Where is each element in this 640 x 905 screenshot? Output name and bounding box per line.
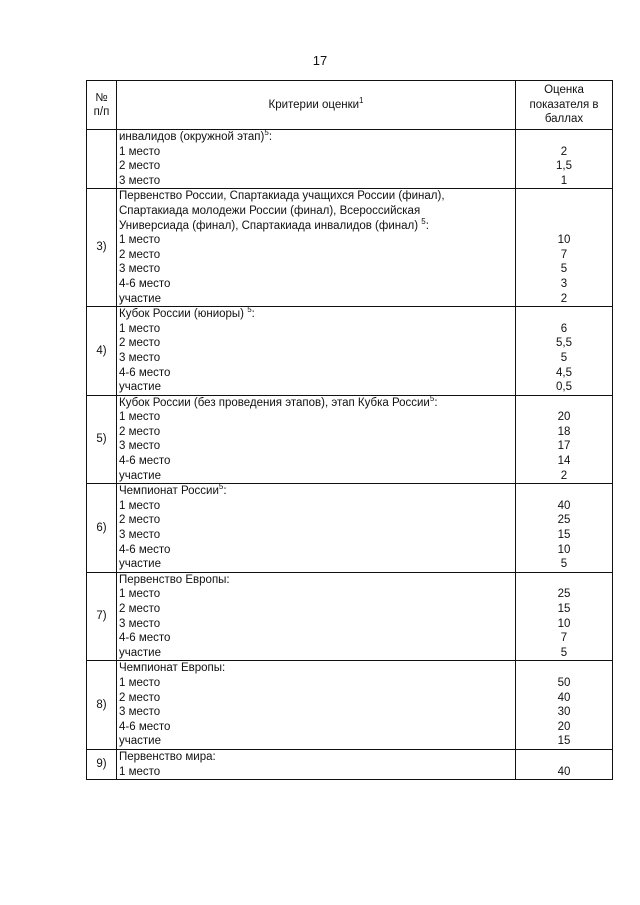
criteria-title-text: Первенство России, Спартакиада учащихся России (финал),: [119, 190, 445, 203]
criteria-cell: [117, 484, 516, 573]
place-label: 2 место: [119, 248, 161, 261]
points-list: [516, 484, 612, 572]
table-row: [87, 189, 613, 307]
points-value: 25: [557, 514, 571, 527]
table-row: [87, 130, 613, 189]
points-value: 5: [560, 263, 568, 276]
place-label: участие: [119, 558, 161, 571]
header-score-cell: [516, 81, 613, 130]
points-value: 15: [557, 735, 571, 748]
points-value: 1: [560, 174, 568, 187]
place-label: 4-6 место: [119, 277, 171, 290]
points-value: 40: [557, 765, 571, 778]
footnote-marker: 5: [264, 128, 269, 138]
points-value: 2: [560, 145, 568, 158]
criteria-title-text: Первенство Европы:: [119, 573, 230, 586]
points-cell: [516, 749, 613, 779]
points-value: 5,5: [556, 337, 572, 350]
points-value: 7: [560, 248, 568, 261]
points-value: 0,5: [556, 381, 572, 394]
place-label: 1 место: [119, 588, 161, 601]
header-criteria-cell: [117, 81, 516, 130]
header-score-line3: баллах: [544, 113, 584, 126]
points-list: [516, 573, 612, 661]
row-number: 4): [87, 307, 117, 396]
criteria-title-text: Спартакиада молодежи России (финал), Всероссийская: [119, 204, 421, 217]
place-label: 1 место: [119, 145, 161, 158]
place-label: 3 место: [119, 706, 161, 719]
criteria-title-line: [119, 484, 515, 499]
header-score-line1: Оценка: [544, 84, 584, 97]
criteria-title-line: [119, 393, 515, 411]
table-row: [87, 484, 613, 573]
title-suffix: :: [425, 219, 429, 232]
points-value: 6: [560, 322, 568, 335]
row-number: 5): [87, 395, 117, 484]
points-cell: [516, 189, 613, 307]
title-suffix: :: [434, 396, 438, 409]
table-row: [87, 307, 613, 396]
points-value: 15: [557, 529, 571, 542]
table-row: [87, 572, 613, 661]
place-label: 3 место: [119, 351, 161, 364]
place-label: 1 место: [119, 411, 161, 424]
criteria-table: [86, 80, 613, 780]
place-label: участие: [119, 381, 161, 394]
place-label: 4-6 место: [119, 632, 171, 645]
place-label: 4-6 место: [119, 543, 171, 556]
table-row: [87, 661, 613, 750]
place-label: 1 место: [119, 234, 161, 247]
criteria-title-text: Универсиада (финал), Спартакиада инвалидов (финал): [119, 219, 422, 232]
points-value: 40: [557, 691, 571, 704]
criteria-title-line: [119, 750, 515, 765]
criteria-title-line: [119, 216, 515, 234]
table-row: [87, 749, 613, 779]
points-value: 1,5: [556, 160, 572, 173]
row-number: [87, 130, 117, 189]
points-list: [516, 189, 612, 306]
place-label: 3 место: [119, 263, 161, 276]
place-label: 4-6 место: [119, 455, 171, 468]
points-value: 17: [557, 440, 571, 453]
criteria-cell: [117, 307, 516, 396]
criteria-cell: [117, 189, 516, 307]
criteria-table-body: [87, 81, 613, 780]
header-score-line2: показателя в: [529, 98, 599, 111]
points-value: 30: [557, 706, 571, 719]
points-cell: [516, 661, 613, 750]
points-value: 4,5: [556, 366, 572, 379]
points-value: 10: [557, 543, 571, 556]
place-label: 1 место: [119, 322, 161, 335]
place-label: 3 место: [119, 174, 161, 187]
place-label: 2 место: [119, 160, 161, 173]
criteria-title-line: [119, 130, 515, 145]
points-list: [516, 661, 612, 749]
row-number: 6): [87, 484, 117, 573]
place-label: 1 место: [119, 499, 161, 512]
place-label: участие: [119, 292, 161, 305]
points-value: 2: [560, 292, 568, 305]
points-value: 20: [557, 720, 571, 733]
points-value: 5: [560, 646, 568, 659]
place-label: 2 место: [119, 691, 161, 704]
place-label: участие: [119, 735, 161, 748]
criteria-cell: [117, 572, 516, 661]
row-number: 7): [87, 572, 117, 661]
points-value: 25: [557, 588, 571, 601]
place-label: 2 место: [119, 425, 161, 438]
criteria-title-line: [119, 307, 515, 322]
points-value: 5: [560, 558, 568, 571]
points-value: 15: [557, 603, 571, 616]
points-cell: [516, 307, 613, 396]
points-value: 40: [557, 499, 571, 512]
criteria-title-text: Первенство мира:: [119, 750, 216, 763]
points-value: 7: [560, 632, 568, 645]
place-label: 3 место: [119, 529, 161, 542]
points-value: 20: [557, 411, 571, 424]
criteria-title-text: Чемпионат России: [119, 485, 219, 498]
place-label: 3 место: [119, 440, 161, 453]
criteria-cell: [117, 749, 516, 779]
row-number: 9): [87, 749, 117, 779]
points-list: [516, 130, 612, 188]
footnote-marker: 5: [218, 482, 224, 492]
points-value: 5: [560, 351, 568, 364]
criteria-title-line: [119, 661, 515, 676]
table-row: [87, 395, 613, 484]
points-value: 18: [557, 425, 571, 438]
title-suffix: :: [268, 131, 273, 143]
place-label: 2 место: [119, 603, 161, 616]
place-label: участие: [119, 646, 161, 659]
points-cell: [516, 395, 613, 484]
criteria-title-text: Кубок России (юниоры): [119, 308, 248, 321]
points-cell: [516, 130, 613, 189]
points-cell: [516, 572, 613, 661]
criteria-title-text: Кубок России (без проведения этапов), этап Кубка России: [119, 396, 430, 409]
place-label: 2 место: [119, 337, 161, 350]
title-suffix: :: [251, 308, 255, 321]
place-label: 1 место: [119, 765, 161, 778]
row-number: 3): [87, 189, 117, 307]
page-number: 17: [312, 53, 328, 68]
criteria-cell: [117, 395, 516, 484]
points-value: 50: [557, 676, 571, 689]
title-suffix: :: [223, 485, 227, 498]
header-number-line2: п/п: [93, 106, 110, 118]
header-row: [87, 81, 613, 130]
criteria-title-text: инвалидов (окружной этап): [119, 131, 265, 143]
criteria-title-text: Чемпионат Европы:: [119, 662, 226, 675]
place-label: 4-6 место: [119, 366, 171, 379]
footnote-marker: 5: [421, 216, 426, 226]
place-label: 1 место: [119, 676, 161, 689]
points-value: 14: [557, 455, 571, 468]
points-value: 10: [557, 617, 571, 630]
header-criteria-label: Критерии оценки: [268, 98, 360, 111]
place-label: 4-6 место: [119, 720, 171, 733]
header-number-cell: [87, 81, 117, 130]
header-criteria-footnote: 1: [359, 95, 364, 105]
footnote-marker: 5: [429, 393, 435, 403]
place-label: 2 место: [119, 514, 161, 527]
points-list: [516, 750, 612, 779]
points-list: [516, 396, 612, 484]
header-number-line1: №: [95, 92, 108, 104]
points-value: 2: [560, 469, 568, 482]
place-label: 3 место: [119, 617, 161, 630]
footnote-marker: 5: [247, 305, 252, 315]
criteria-cell: [117, 130, 516, 189]
criteria-title-line: [119, 204, 515, 219]
points-cell: [516, 484, 613, 573]
points-value: 10: [557, 234, 571, 247]
row-number: 8): [87, 661, 117, 750]
points-value: 3: [560, 277, 568, 290]
criteria-title-line: [119, 189, 515, 204]
points-list: [516, 307, 612, 395]
place-label: участие: [119, 469, 161, 482]
criteria-cell: [117, 661, 516, 750]
criteria-title-line: [119, 573, 515, 588]
